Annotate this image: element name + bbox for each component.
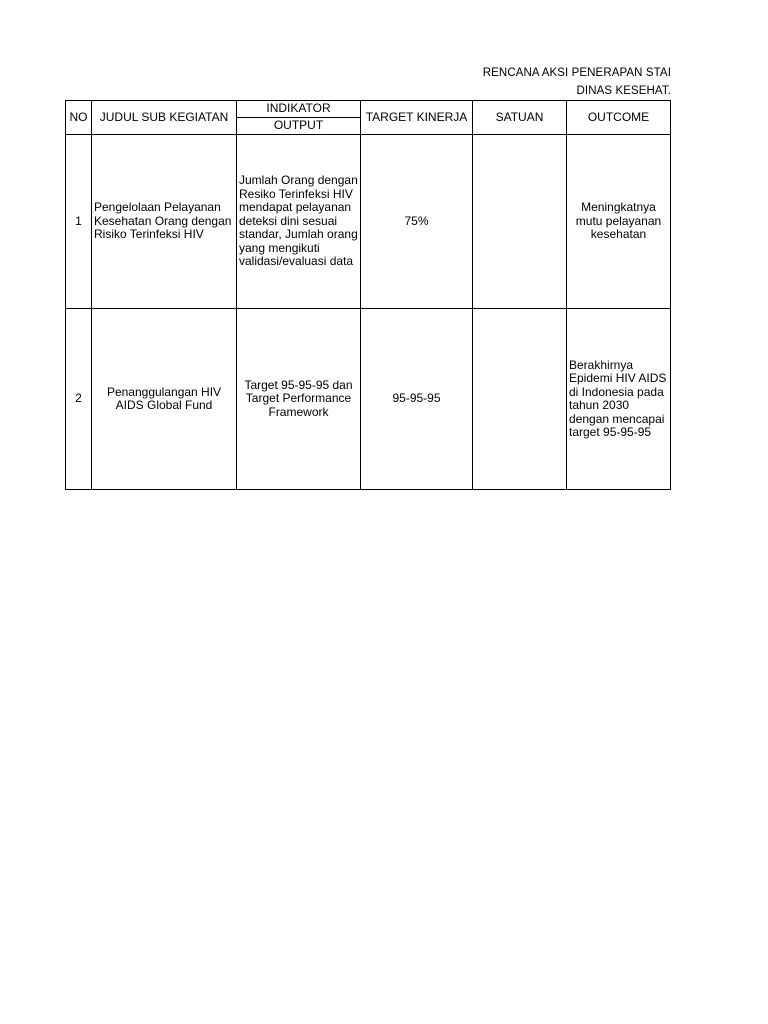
- action-plan-table: [65, 100, 671, 490]
- cell-judul: Penanggulangan HIV AIDS Global Fund: [92, 309, 237, 490]
- header-target-kinerja: TARGET KINERJA: [361, 101, 473, 135]
- document-title-line-2: DINAS KESEHAT.: [576, 85, 671, 97]
- cell-outcome: Berakhirnya Epidemi HIV AIDS di Indonesia pada tahun 2030 dengan mencapai target 95-95-95: [567, 309, 671, 490]
- header-output: OUTPUT: [237, 118, 361, 135]
- cell-target: 75%: [361, 135, 473, 309]
- header-judul-sub-kegiatan: JUDUL SUB KEGIATAN: [92, 101, 237, 135]
- cell-output: Target 95-95-95 dan Target Performance Framework: [237, 309, 361, 490]
- header-satuan: SATUAN: [473, 101, 567, 135]
- table-row: [66, 309, 671, 490]
- cell-no: 2: [66, 309, 92, 490]
- table-row: [66, 135, 671, 309]
- cell-satuan: [473, 135, 567, 309]
- header-outcome: OUTCOME: [567, 101, 671, 135]
- cell-judul: Pengelolaan Pelayanan Kesehatan Orang dengan Risiko Terinfeksi HIV: [92, 135, 237, 309]
- header-no: NO: [66, 101, 92, 135]
- cell-outcome: Meningkatnya mutu pelayanan kesehatan: [567, 135, 671, 309]
- document-title-line-1: RENCANA AKSI PENERAPAN STAI: [482, 67, 671, 79]
- header-indikator: INDIKATOR: [237, 101, 361, 118]
- cell-output: Jumlah Orang dengan Resiko Terinfeksi HIV mendapat pelayanan deteksi dini sesuai standar, Jumlah orang yang mengikuti validasi/evaluasi data: [237, 135, 361, 309]
- cell-no: 1: [66, 135, 92, 309]
- cell-satuan: [473, 309, 567, 490]
- cell-target: 95-95-95: [361, 309, 473, 490]
